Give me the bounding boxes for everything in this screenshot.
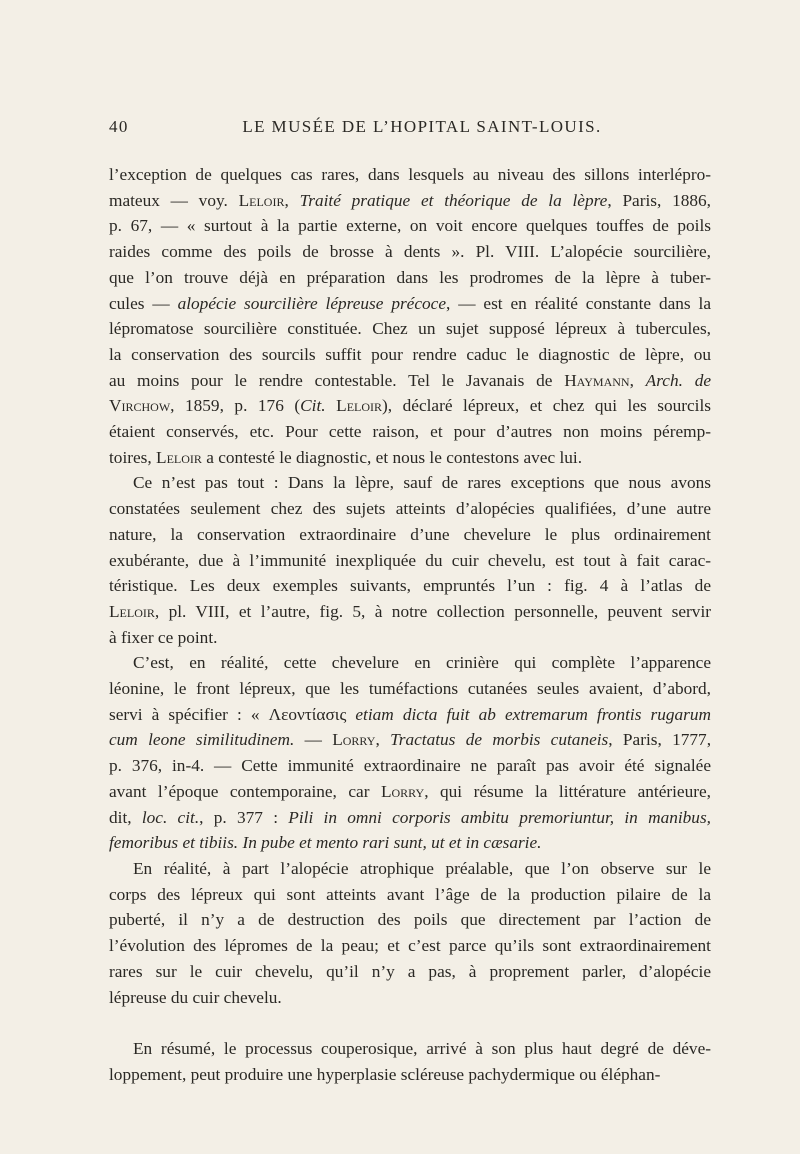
text-line xyxy=(109,291,711,317)
paragraph-first-line xyxy=(109,470,711,496)
text-segment: servi à spécifier : « Λεοντίασις xyxy=(109,704,356,724)
text-segment: cules — xyxy=(109,293,178,313)
text-line xyxy=(109,830,711,856)
text-line xyxy=(109,188,711,214)
italic-text: etiam dicta fuit ab extremarum frontis rugarum xyxy=(355,704,711,724)
text-line xyxy=(109,573,711,599)
text-line xyxy=(109,342,711,368)
text-segment: au moins pour le rendre contestable. Tel le Javanais de xyxy=(109,370,565,390)
running-title: LE MUSÉE DE L’HOPITAL SAINT-LOUIS. xyxy=(242,117,602,136)
text-line xyxy=(109,779,711,805)
text-line xyxy=(109,368,711,394)
paragraph-first-line xyxy=(109,856,711,882)
text-segment: à fixer ce point. xyxy=(109,627,218,647)
text-line xyxy=(109,702,711,728)
italic-text: cum leone similitudinem. xyxy=(109,730,295,750)
text-segment: C’est, en réalité, cette chevelure en crinière qui complète l’apparence xyxy=(133,653,711,673)
text-segment: a contesté le diagnostic, et nous le contestons avec lui. xyxy=(201,447,583,467)
text-segment: raides comme des poils de brosse à dents ». Pl. VIII. L’alopécie sourcilière, xyxy=(109,242,711,262)
text-line xyxy=(109,239,711,265)
text-line xyxy=(109,316,711,342)
text-segment: En résumé, le processus couperosique, arrivé à son plus haut degré de déve- xyxy=(133,1039,711,1059)
text-segment: loppement, peut produire une hyperplasie scléreuse pachydermique ou éléphan- xyxy=(109,1064,661,1084)
text-line xyxy=(109,985,711,1011)
text-segment: avant l’époque contemporaine, car xyxy=(109,781,381,801)
text-line xyxy=(109,676,711,702)
text-segment: que l’on trouve déjà en préparation dans les prodromes de la lèpre à tuber- xyxy=(109,267,711,287)
text-segment: léonine, le front lépreux, que les tuméfactions cutanées seules avaient, d’abord, xyxy=(109,679,711,699)
text-segment: , 1859, p. 176 ( xyxy=(170,396,301,416)
text-segment: , xyxy=(629,370,646,390)
text-segment: lépreuse du cuir chevelu. xyxy=(109,987,282,1007)
text-segment: , xyxy=(375,730,391,750)
text-segment: exubérante, due à l’immunité inexpliquée du cuir chevelu, est tout à fait carac- xyxy=(109,550,711,570)
page-number: 40 xyxy=(109,117,129,136)
text-line xyxy=(109,1062,711,1088)
text-segment: nature, la conservation extraordinaire d’une chevelure le plus ordinairement xyxy=(109,524,711,544)
text-segment: — xyxy=(294,730,333,750)
italic-text: alopécie sourcilière lépreuse précoce xyxy=(177,293,447,313)
italic-text: femoribus et tibiis. In pube et mento rari sunt, ut et in cæsarie. xyxy=(109,833,542,853)
text-line xyxy=(109,959,711,985)
text-line xyxy=(109,625,711,651)
text-segment: En réalité, à part l’alopécie atrophique préalable, que l’on observe sur le xyxy=(133,858,711,878)
paragraph-first-line xyxy=(109,162,711,188)
author-name: Lorry xyxy=(380,781,425,801)
text-segment: mateux — voy. xyxy=(109,190,239,210)
text-segment: étaient conservés, etc. Pour cette raison, et pour d’autres non moins péremp- xyxy=(109,422,711,442)
text-line xyxy=(109,445,711,471)
text-line xyxy=(109,393,711,419)
text-segment xyxy=(326,396,337,415)
text-line xyxy=(109,522,711,548)
text-segment: toires, xyxy=(109,447,157,467)
italic-text: Tractatus de morbis cutaneis xyxy=(390,730,609,750)
running-head xyxy=(109,117,711,141)
text-segment: , Paris, 1777, xyxy=(608,730,712,750)
author-name: Virchow xyxy=(109,396,171,416)
text-line xyxy=(109,599,711,625)
text-line xyxy=(109,548,711,574)
author-name: Leloir xyxy=(336,396,383,416)
paragraph-first-line xyxy=(109,650,711,676)
text-line xyxy=(109,933,711,959)
text-segment: , pl. VIII, et l’autre, fig. 5, à notre collection personnelle, peuvent servir xyxy=(154,601,711,621)
text-line xyxy=(109,907,711,933)
text-segment: constatées seulement chez des sujets atteints d’alopécies qualifiées, d’une autre xyxy=(109,499,711,519)
author-name: Lorry xyxy=(332,730,376,750)
text-segment: , p. 377 : xyxy=(199,807,289,827)
text-segment: l’évolution des lépromes de la peau; et c’est parce qu’ils sont extraordinairement xyxy=(109,936,711,956)
text-line xyxy=(109,753,711,779)
text-segment: Ce n’est pas tout : Dans la lèpre, sauf de rares exceptions que nous avons xyxy=(133,473,711,493)
text-segment: téristique. Les deux exemples suivants, empruntés l’un : fig. 4 à l’atlas de xyxy=(109,576,711,596)
text-segment: ), déclaré lépreux, et chez qui les sourcils xyxy=(382,396,712,416)
text-line xyxy=(109,805,711,831)
text-line xyxy=(109,496,711,522)
author-name: Leloir xyxy=(156,447,202,467)
text-segment: lépromatose sourcilière constituée. Chez un sujet supposé lépreux à tubercules, xyxy=(109,319,711,339)
italic-text: Traité pratique et théorique de la lèpre xyxy=(299,190,608,210)
text-segment: l’exception de quelques cas rares, dans lesquels au niveau des sillons interlépro- xyxy=(109,165,711,184)
text-line xyxy=(109,213,711,239)
text-segment: dit, xyxy=(109,807,142,827)
body-text xyxy=(109,162,711,1088)
text-segment: , xyxy=(284,190,300,210)
text-segment: , — est en réalité constante dans la xyxy=(446,293,711,313)
author-name: Leloir xyxy=(109,601,155,621)
text-segment: , qui résume la littérature antérieure, xyxy=(424,781,711,801)
author-name: Leloir xyxy=(238,190,285,210)
paragraph-first-line xyxy=(109,1036,711,1062)
text-segment: , Paris, 1886, xyxy=(607,190,711,210)
italic-text: Cit. xyxy=(300,396,326,416)
text-line xyxy=(109,882,711,908)
text-segment: la conservation des sourcils suffit pour rendre caduc le diagnostic de lèpre, ou xyxy=(109,344,711,364)
text-line xyxy=(109,727,711,753)
text-segment: corps des lépreux qui sont atteints avant l’âge de la production pilaire de la xyxy=(109,884,711,904)
italic-text: Pili in omni corporis ambitu premoriuntur, in manibus, xyxy=(288,807,711,827)
text-segment: puberté, il n’y a de destruction des poils que directement par l’action de xyxy=(109,910,711,930)
text-segment: p. 376, in-4. — Cette immunité extraordinaire ne paraît pas avoir été signalée xyxy=(109,756,711,776)
italic-text: Arch. de xyxy=(645,370,712,390)
text-segment: p. 67, — « surtout à la partie externe, on voit encore quelques touffes de poils xyxy=(109,216,711,236)
text-line xyxy=(109,265,711,291)
text-line xyxy=(109,419,711,445)
italic-text: loc. cit. xyxy=(141,807,200,827)
text-segment: rares sur le cuir chevelu, qu’il n’y a pas, à proprement parler, d’alopécie xyxy=(109,961,711,981)
author-name: Haymann xyxy=(564,370,630,390)
